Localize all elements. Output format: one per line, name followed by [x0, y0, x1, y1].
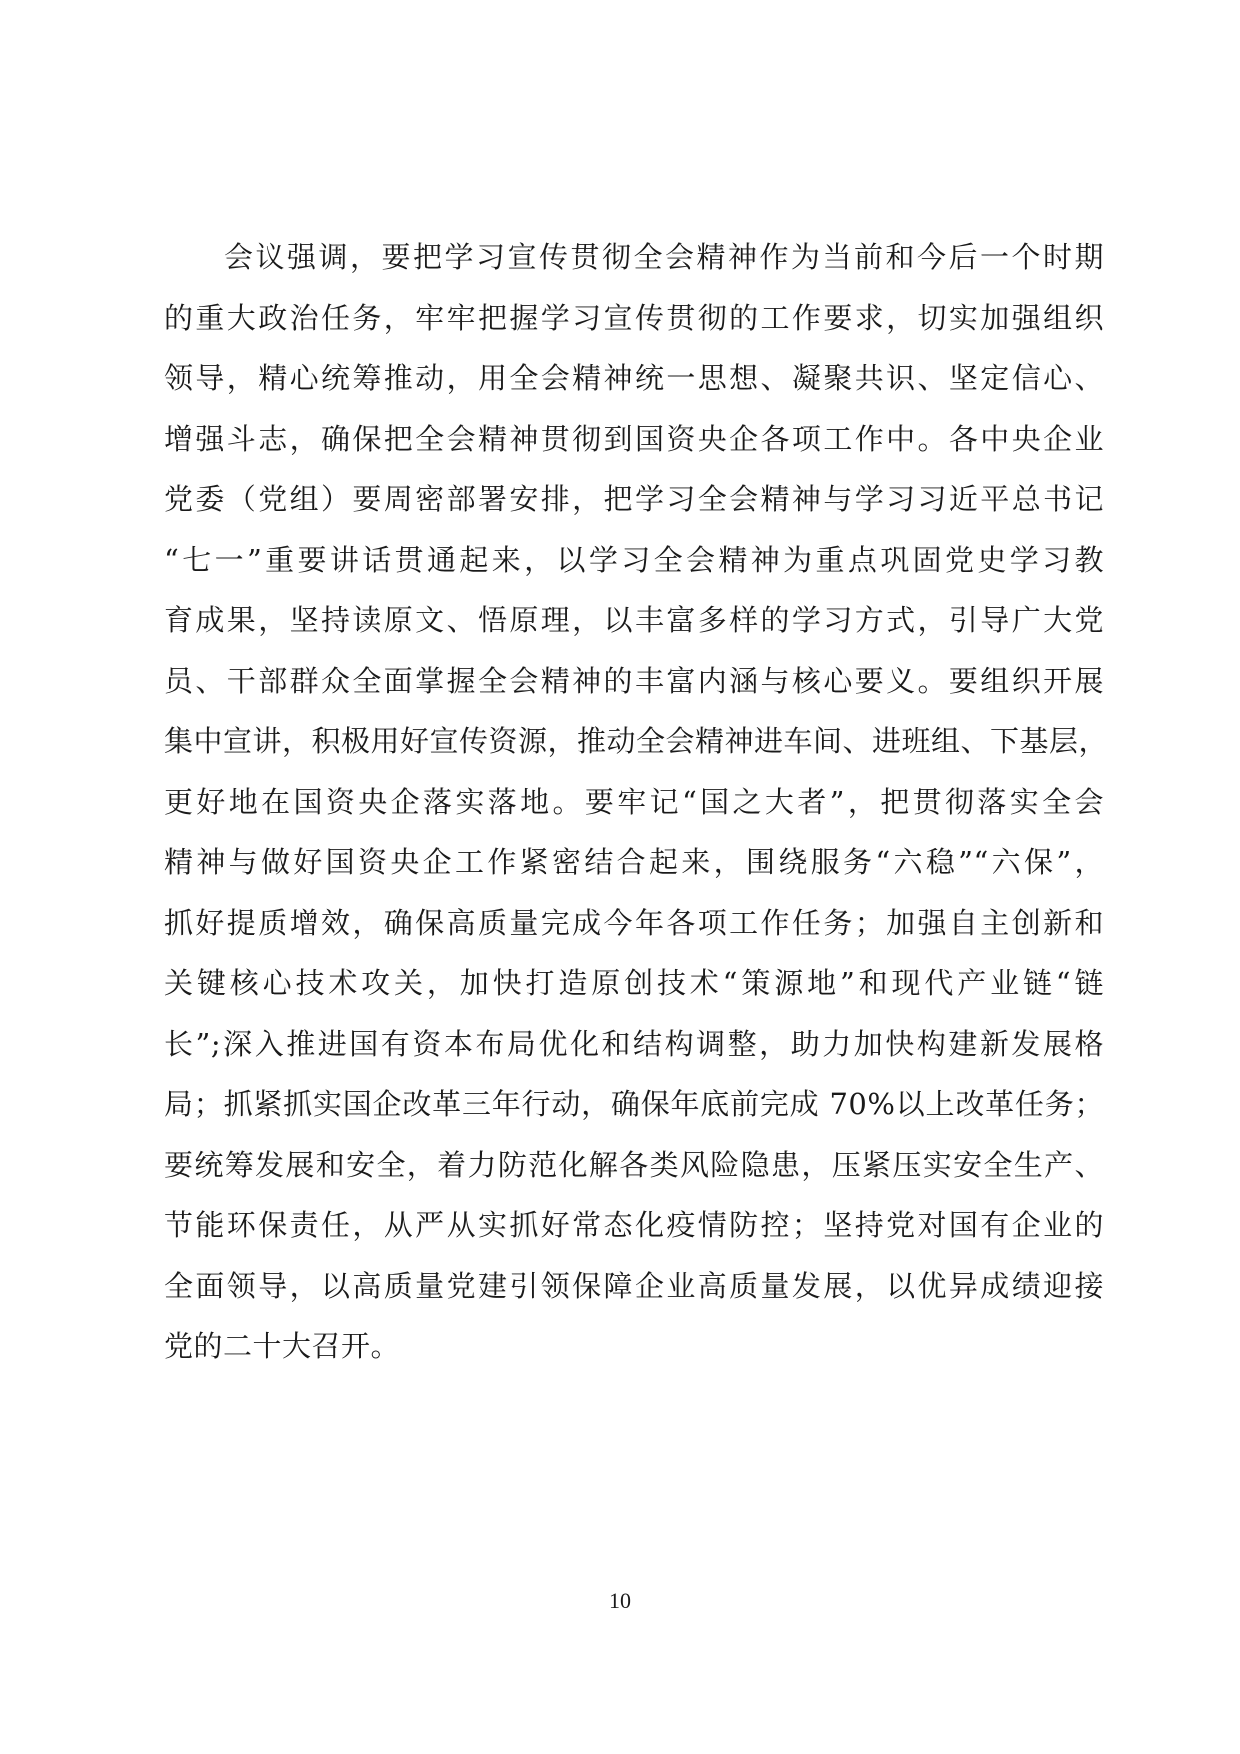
- body-paragraph: [164, 227, 1109, 1377]
- text-line: 育成果，坚持读原文、悟原理，以丰富多样的学习方式，引导广大党: [164, 603, 1104, 637]
- text-line: 领导，精心统筹推动，用全会精神统一思想、凝聚共识、坚定信心、: [164, 361, 1104, 395]
- text-line: 的重大政治任务，牢牢把握学习宣传贯彻的工作要求，切实加强组织: [164, 300, 1104, 335]
- text-line: 更好地在国资央企落实落地。要牢记“国之大者”，把贯彻落实全会: [164, 784, 1104, 819]
- text-line: 局；抓紧抓实国企改革三年行动，确保年底前完成 70%以上改革任务；: [164, 1087, 1104, 1121]
- text-line: 全面领导，以高质量党建引领保障企业高质量发展，以优异成绩迎接: [164, 1268, 1104, 1303]
- text-line: 会议强调，要把学习宣传贯彻全会精神作为当前和今后一个时期: [224, 240, 1104, 274]
- text-line: 关键核心技术攻关，加快打造原创技术“策源地”和现代产业链“链: [164, 966, 1104, 1000]
- text-line: 员、干部群众全面掌握全会精神的丰富内涵与核心要义。要组织开展: [164, 663, 1104, 698]
- text-line: 集中宣讲，积极用好宣传资源，推动全会精神进车间、进班组、下基层，: [164, 724, 1109, 758]
- text-line: 要统筹发展和安全，着力防范化解各类风险隐患，压紧压实安全生产、: [164, 1147, 1104, 1182]
- text-line: 党委（党组）要周密部署安排，把学习全会精神与学习习近平总书记: [164, 482, 1104, 516]
- text-line: 节能环保责任，从严从实抓好常态化疫情防控；坚持党对国有企业的: [164, 1208, 1104, 1242]
- page-number: 10: [609, 1588, 631, 1613]
- text-line: 长”;深入推进国有资本布局优化和结构调整，助力加快构建新发展格: [164, 1026, 1104, 1061]
- text-line: 党的二十大召开。: [164, 1329, 401, 1363]
- text-line: 抓好提质增效，确保高质量完成今年各项工作任务；加强自主创新和: [164, 905, 1104, 940]
- text-line: “七一”重要讲话贯通起来，以学习全会精神为重点巩固党史学习教: [164, 542, 1104, 577]
- text-line: 精神与做好国资央企工作紧密结合起来，围绕服务“六稳”“六保”，: [164, 845, 1104, 879]
- text-line: 增强斗志，确保把全会精神贯彻到国资央企各项工作中。各中央企业: [164, 421, 1104, 456]
